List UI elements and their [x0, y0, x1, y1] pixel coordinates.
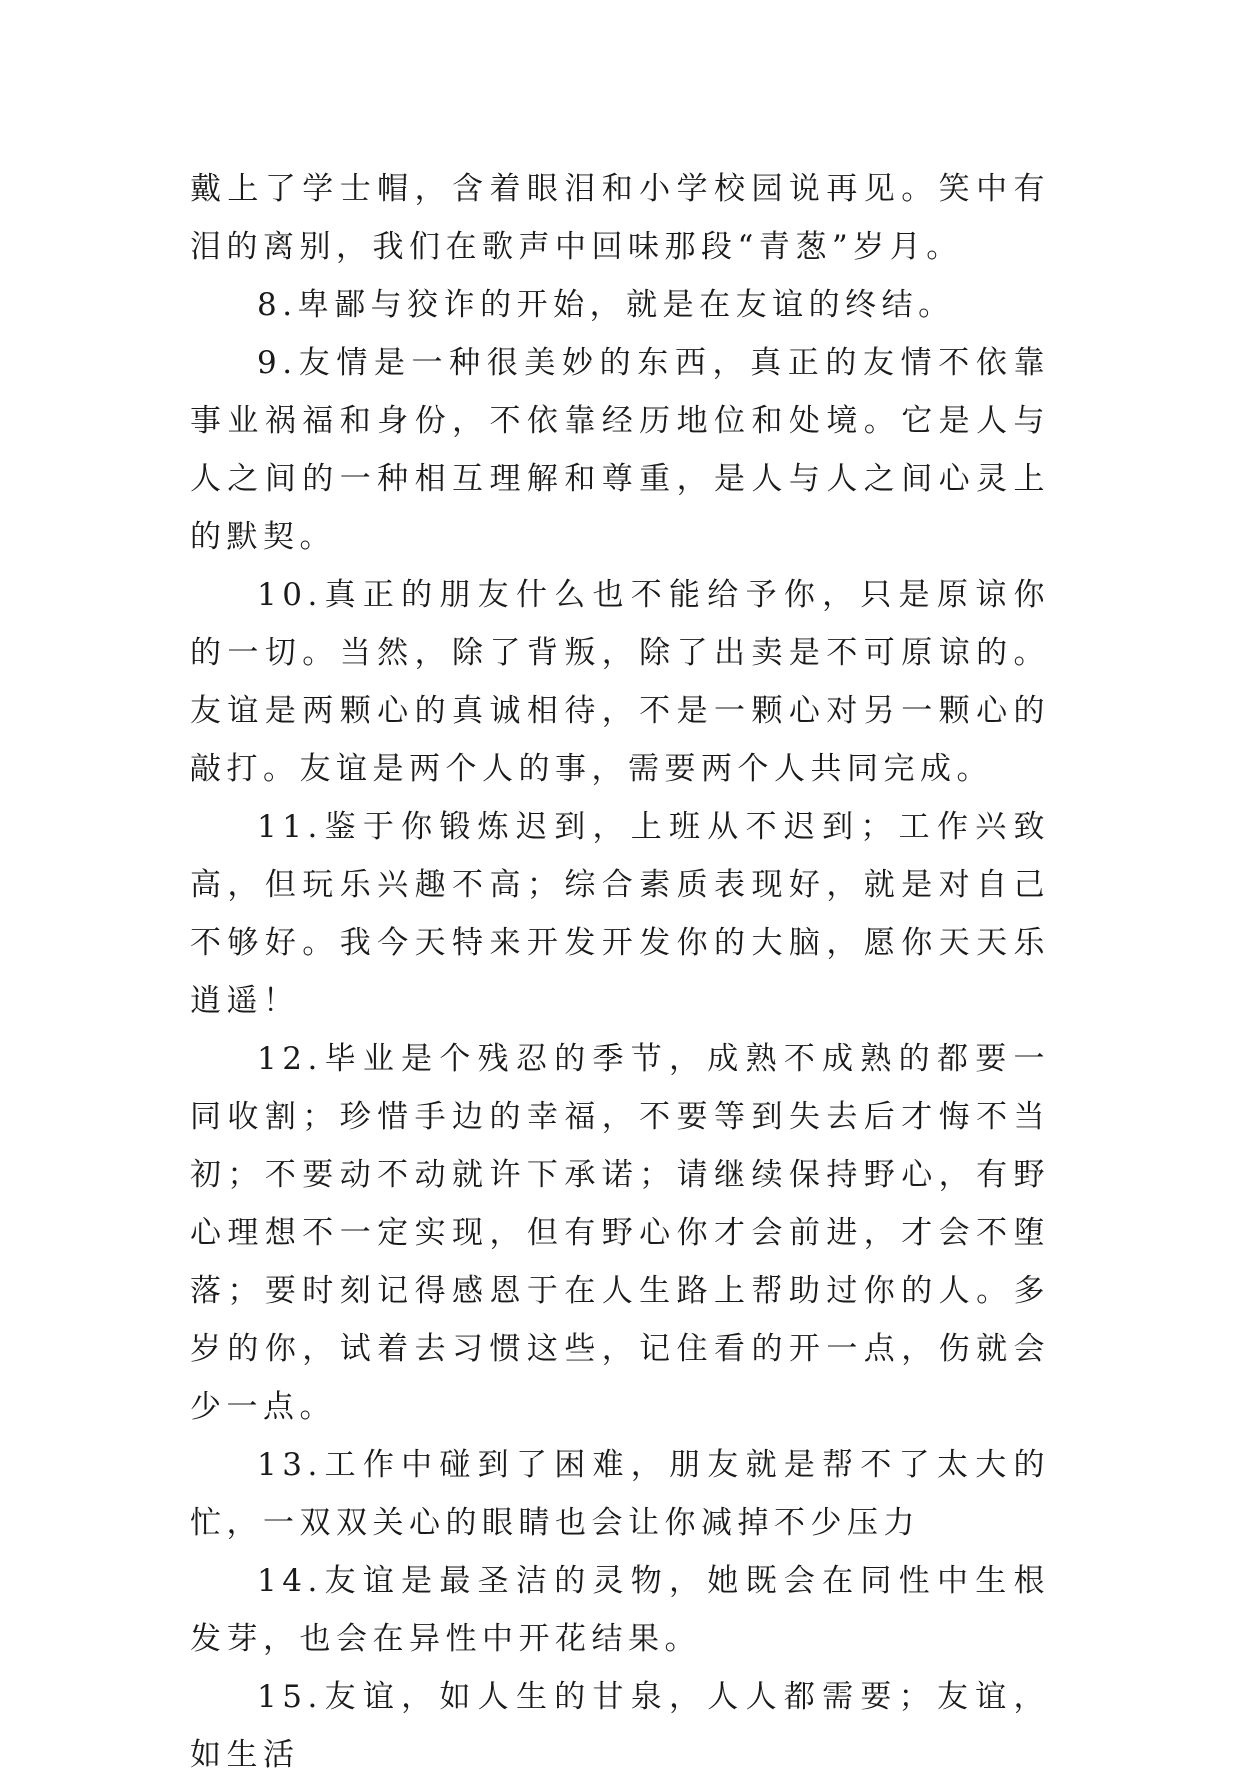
document-body [190, 160, 1050, 1784]
paragraph-item-9: 9.友情是一种很美妙的东西，真正的友情不依靠事业祸福和身份，不依靠经历地位和处境。它是人与人之间的一种相互理解和尊重，是人与人之间心灵上的默契。 [190, 345, 1050, 555]
paragraph-continuation: 戴上了学士帽，含着眼泪和小学校园说再见。笑中有泪的离别，我们在歌声中回味那段“青葱”岁月。 [190, 171, 1050, 265]
paragraph-item-12: 12.毕业是个残忍的季节，成熟不成熟的都要一同收割；珍惜手边的幸福，不要等到失去后才悔不当初；不要动不动就许下承诺；请继续保持野心，有野心理想不一定实现，但有野心你才会前进，才会不堕落；要时刻记得感恩于在人生路上帮助过你的人。多岁的你，试着去习惯这些，记住看的开一点，伤就会少一点。 [190, 1041, 1050, 1425]
paragraph-item-15: 15.友谊，如人生的甘泉，人人都需要；友谊，如生活 [190, 1679, 1050, 1773]
paragraph-item-8: 8.卑鄙与狡诈的开始，就是在友谊的终结。 [257, 287, 955, 323]
paragraph-item-14: 14.友谊是最圣洁的灵物，她既会在同性中生根发芽，也会在异性中开花结果。 [190, 1563, 1050, 1657]
paragraph-item-11: 11.鉴于你锻炼迟到，上班从不迟到；工作兴致高，但玩乐兴趣不高；综合素质表现好，就是对自己不够好。我今天特来开发开发你的大脑，愿你天天乐逍遥！ [190, 809, 1050, 1019]
paragraph-item-10: 10.真正的朋友什么也不能给予你，只是原谅你的一切。当然，除了背叛，除了出卖是不可原谅的。友谊是两颗心的真诚相待，不是一颗心对另一颗心的敲打。友谊是两个人的事，需要两个人共同完成。 [190, 577, 1050, 787]
paragraph-item-13: 13.工作中碰到了困难，朋友就是帮不了太大的忙，一双双关心的眼睛也会让你减掉不少压力 [190, 1447, 1050, 1541]
